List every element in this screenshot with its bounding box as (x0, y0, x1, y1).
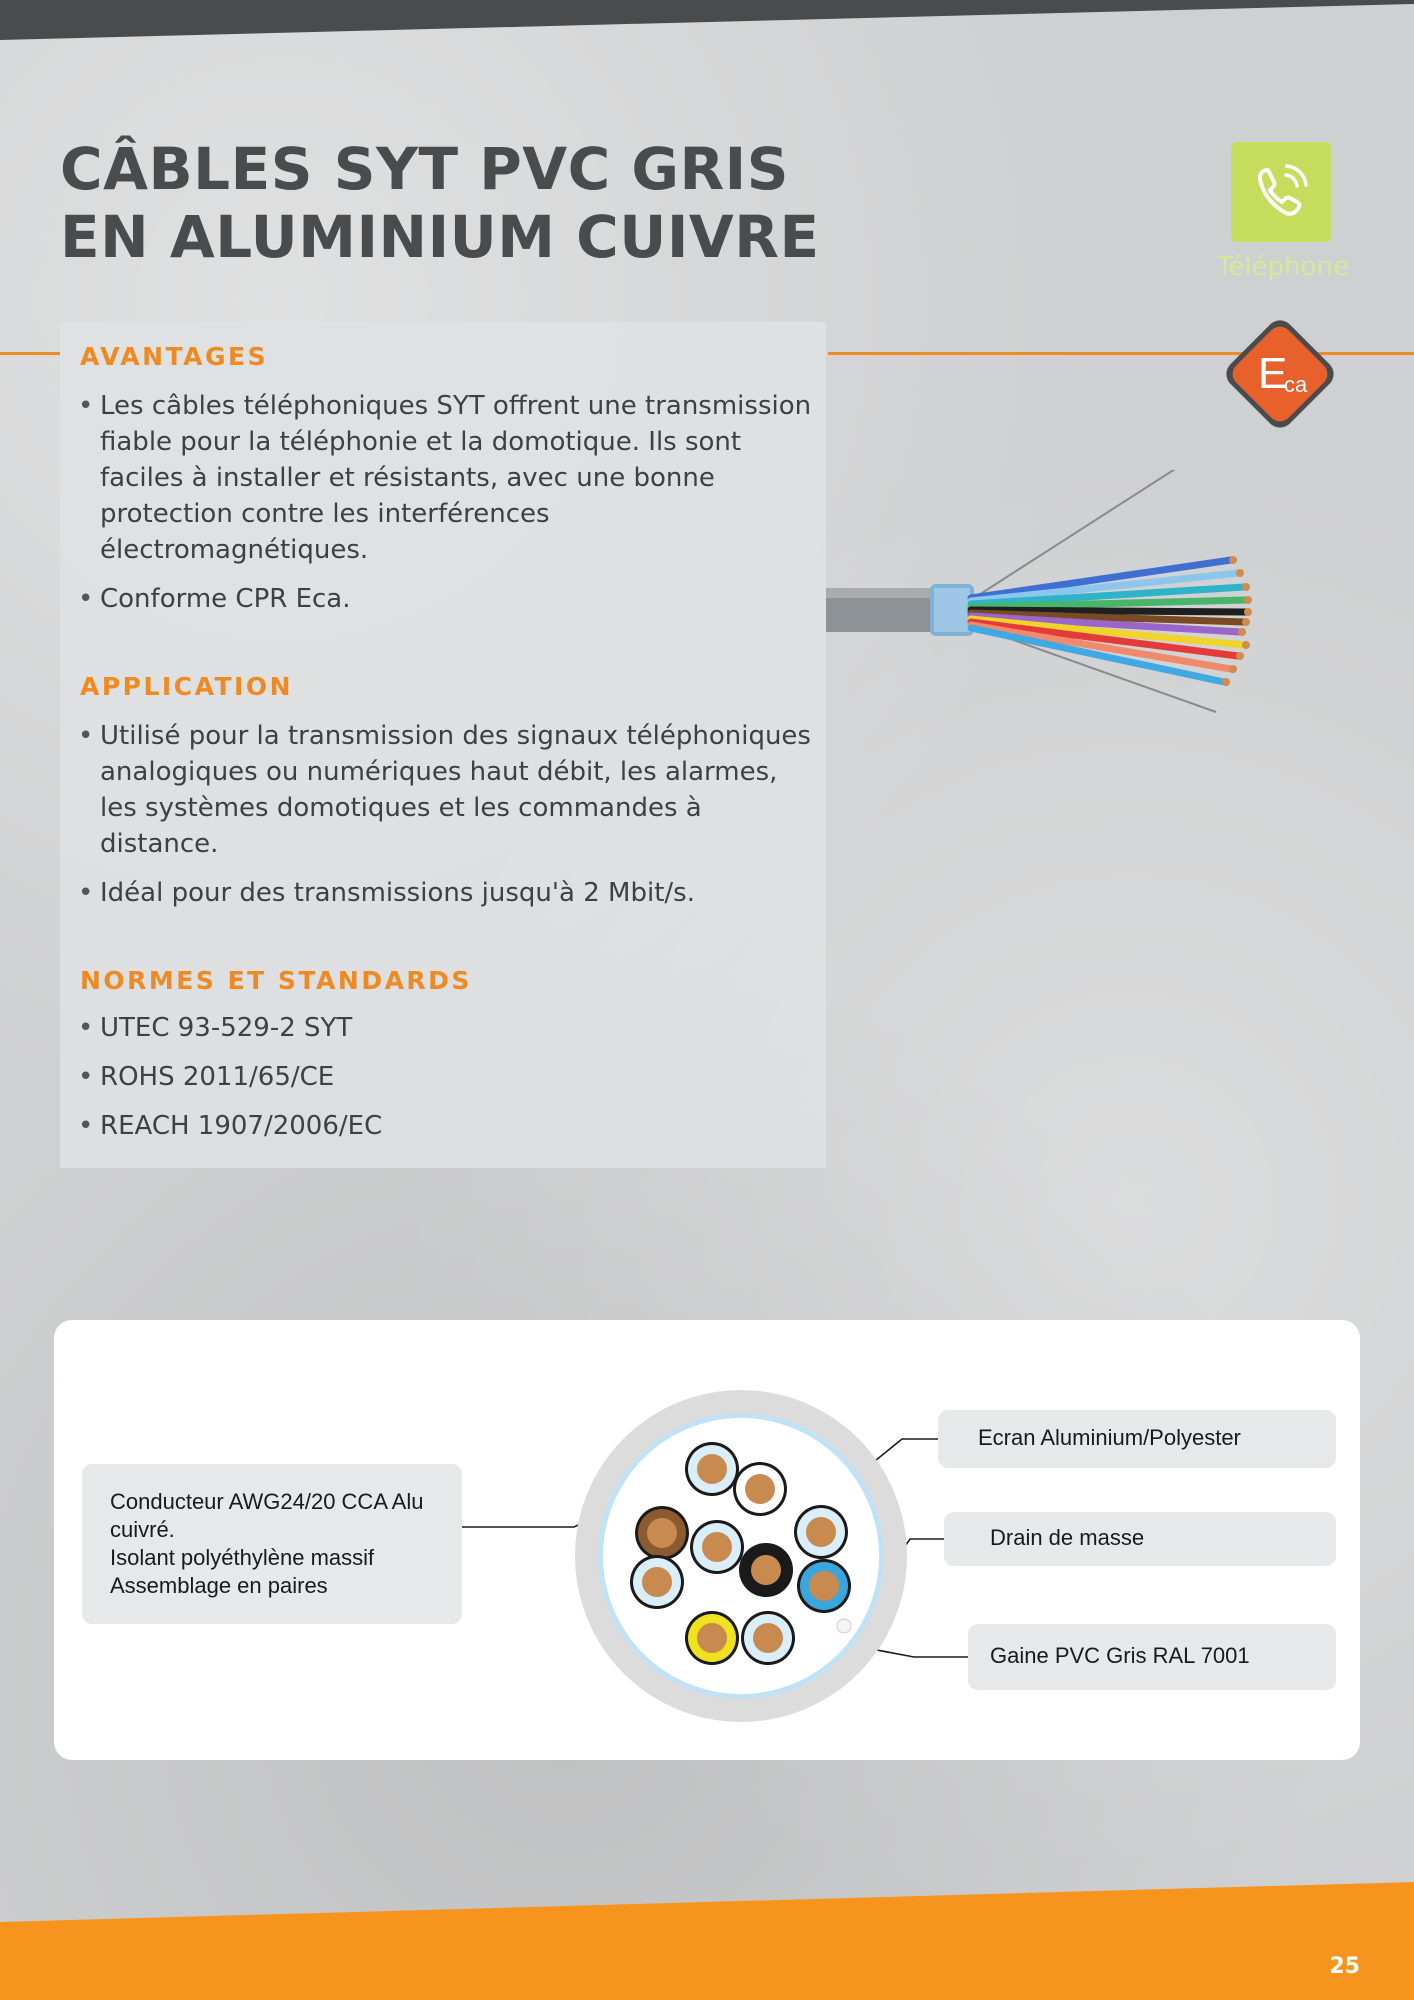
cross-section-card (54, 1320, 1360, 1760)
info-panel (60, 322, 826, 1168)
eca-text-sub: ca (1284, 372, 1308, 397)
conducteur-line: cuivré. (110, 1517, 175, 1542)
conducteur-line: Conducteur AWG24/20 CCA Alu (110, 1489, 424, 1514)
conducteur-line: Assemblage en paires (110, 1573, 328, 1598)
phone-icon (1231, 142, 1331, 242)
eca-text-main: E (1258, 349, 1288, 398)
telephone-badge (1231, 142, 1331, 242)
eca-icon (1218, 312, 1342, 436)
normes-item: • UTEC 93-529-2 SYT (78, 1010, 818, 1046)
drain-callout: Drain de masse (944, 1512, 1336, 1566)
orange-divider-left (0, 352, 60, 355)
eca-badge (1218, 312, 1342, 436)
page-title (60, 135, 820, 271)
avantages-item: • Conforme CPR Eca. (78, 581, 818, 617)
avantages-item: • Les câbles téléphoniques SYT offrent une transmission fiable pour la téléphonie et la domotique. Ils sont faciles à installer et résistants, avec une bonne protection contre les interférences électromagnétiques. (78, 388, 818, 568)
top-bar (0, 0, 1414, 40)
application-item: • Idéal pour des transmissions jusqu'à 2 Mbit/s. (78, 875, 818, 911)
application-list (78, 718, 818, 924)
ecran-callout: Ecran Aluminium/Polyester (938, 1410, 1336, 1468)
application-title: APPLICATION (80, 672, 294, 701)
bottom-bar (0, 1870, 1414, 2000)
normes-item: • ROHS 2011/65/CE (78, 1059, 818, 1095)
avantages-title: AVANTAGES (80, 342, 269, 371)
page-title-line-1: CÂBLES SYT PVC GRIS (60, 135, 790, 203)
avantages-list (78, 388, 818, 630)
normes-title: NORMES ET STANDARDS (80, 966, 472, 995)
gaine-callout: Gaine PVC Gris RAL 7001 (968, 1624, 1336, 1690)
application-item: • Utilisé pour la transmission des signaux téléphoniques analogiques ou numériques haut débit, les alarmes, les systèmes domotiques et les commandes à distance. (78, 718, 818, 862)
page-title-line-2: EN ALUMINIUM CUIVRE (60, 203, 820, 271)
normes-list (78, 1010, 818, 1157)
cable-illustration (826, 470, 1386, 730)
drain-wire (837, 1619, 851, 1633)
page-number: 25 (1329, 1954, 1360, 1979)
telephone-label: Téléphone (1216, 252, 1350, 282)
gaine-pointer (866, 1648, 968, 1657)
normes-item: • REACH 1907/2006/EC (78, 1108, 818, 1144)
top-bar-shape (0, 0, 1414, 40)
conducteur-line: Isolant polyéthylène massif (110, 1545, 375, 1570)
conducteur-callout (82, 1464, 462, 1624)
